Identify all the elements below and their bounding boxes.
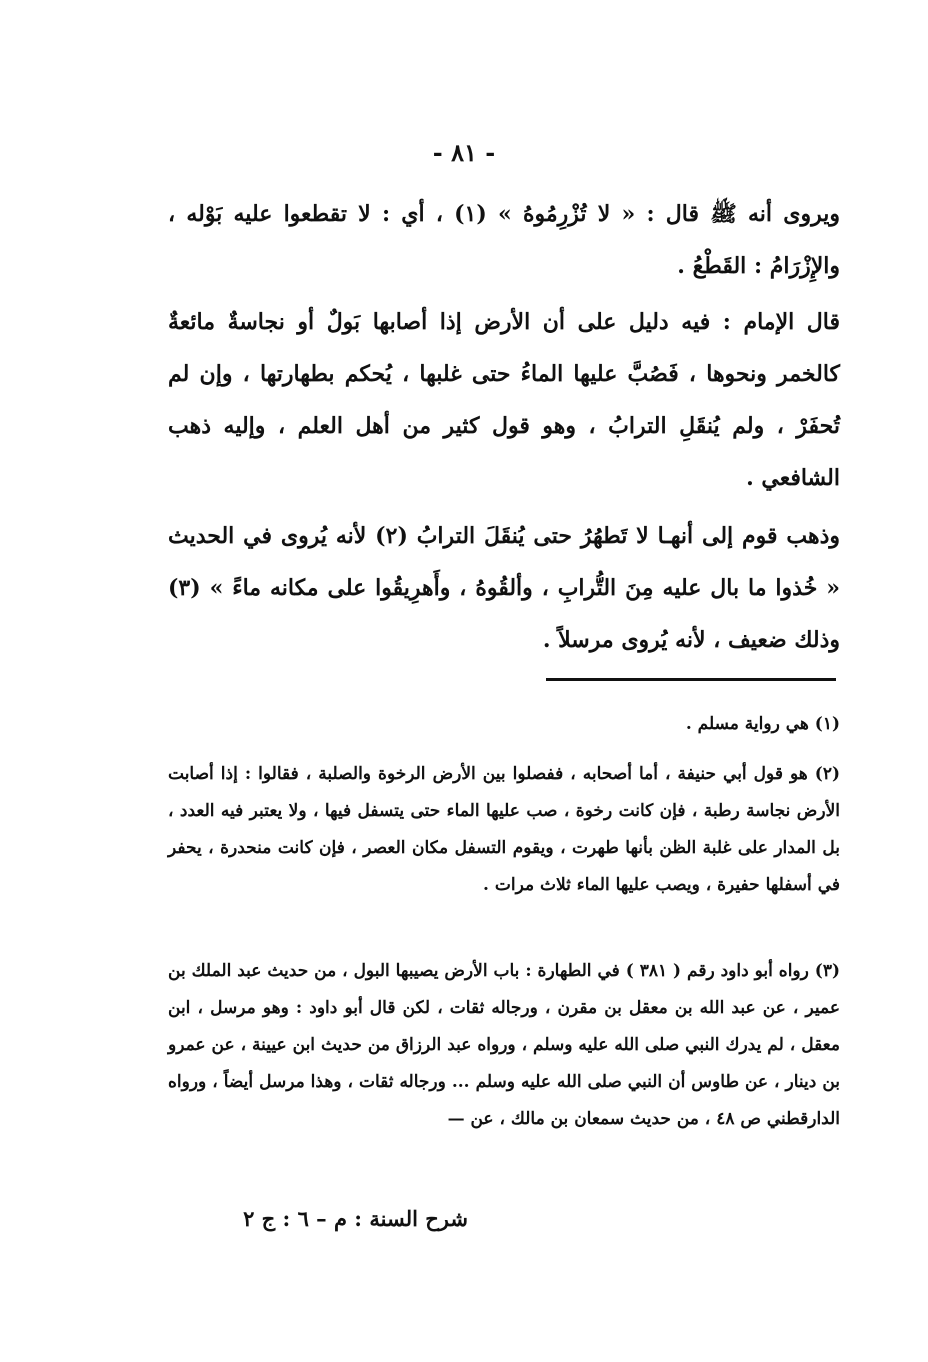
footnote-1: (١) هي رواية مسلم . [685, 714, 840, 734]
main-paragraph-3: وذهب قوم إلى أنهـا لا تَطهُرُ حتى يُنقَلَ الترابُ (٢) لأنه يُروى في الحديث « خُذوا ما بال عليه مِنَ التُّرابِ ، وألقُوهُ ، وأَهرِيقُوا على مكانه ماءً » (٣) وذلك ضعيف ، لأنه يُروى مرسلاً . [168, 523, 841, 653]
signature-line: شرح السنة : م – ٦ : ج ٢ [243, 1206, 468, 1231]
page-number: - ٨١ - [432, 138, 496, 167]
footnote-separator [546, 678, 836, 681]
footnote-2: (٢) هو قول أبي حنيفة ، أما أصحابه ، ففصلوا بين الأرض الرخوة والصلبة ، فقالوا : إذا أصابت الأرض نجاسة رطبة ، فإن كانت رخوة ، صب عليها الماء حتى يتسفل فيها ، ولا يعتبر فيه العدد ، بل المدار على غلبة الظن بأنها طهرت ، ويقوم التسفل مكان العصر ، فإن كانت منحدرة ، يحفر في أسفلها حفيرة ، ويصب عليها الماء ثلاث مرات . [168, 764, 840, 895]
footnote-3: (٣) رواه أبو داود رقم ( ٣٨١ ) في الطهارة : باب الأرض يصيبها البول ، من حديث عبد الملك بن عمير ، عن عبد الله بن معقل بن مقرن ، ورجاله ثقات ، لكن قال أبو داود : وهو مرسل ، ابن معقل ، لم يدرك النبي صلى الله عليه وسلم ، ورواه عبد الرزاق من حديث ابن عيينة ، عن عمرو بن دينار ، عن طاوس أن النبي صلى الله عليه وسلم ... ورجاله ثقات ، وهذا مرسل أيضاً ، ورواه الدارقطني ص ٤٨ ، من حديث سمعان بن مالك ، عن — [168, 961, 841, 1129]
main-paragraph-1: ويروى أنه ﷺ قال : « لا تُزْرِمُوهُ » (١) ، أي : لا تقطعوا عليه بَوْله ، والإِزْرَامُ : القَطْعُ . [168, 201, 840, 279]
main-paragraph-2: قال الإمام : فيه دليل على أن الأرض إذا أصابها بَولٌ أو نجاسةٌ مائعةٌ كالخمر ونحوها ، فَصُبَّ عليها الماءُ حتى غلبها ، يُحكم بطهارتها ، وإن لم تُحفَرْ ، ولم يُنقَلِ الترابُ ، وهو قول كثير من أهل العلم ، وإليه ذهب الشافعي . [168, 309, 840, 491]
